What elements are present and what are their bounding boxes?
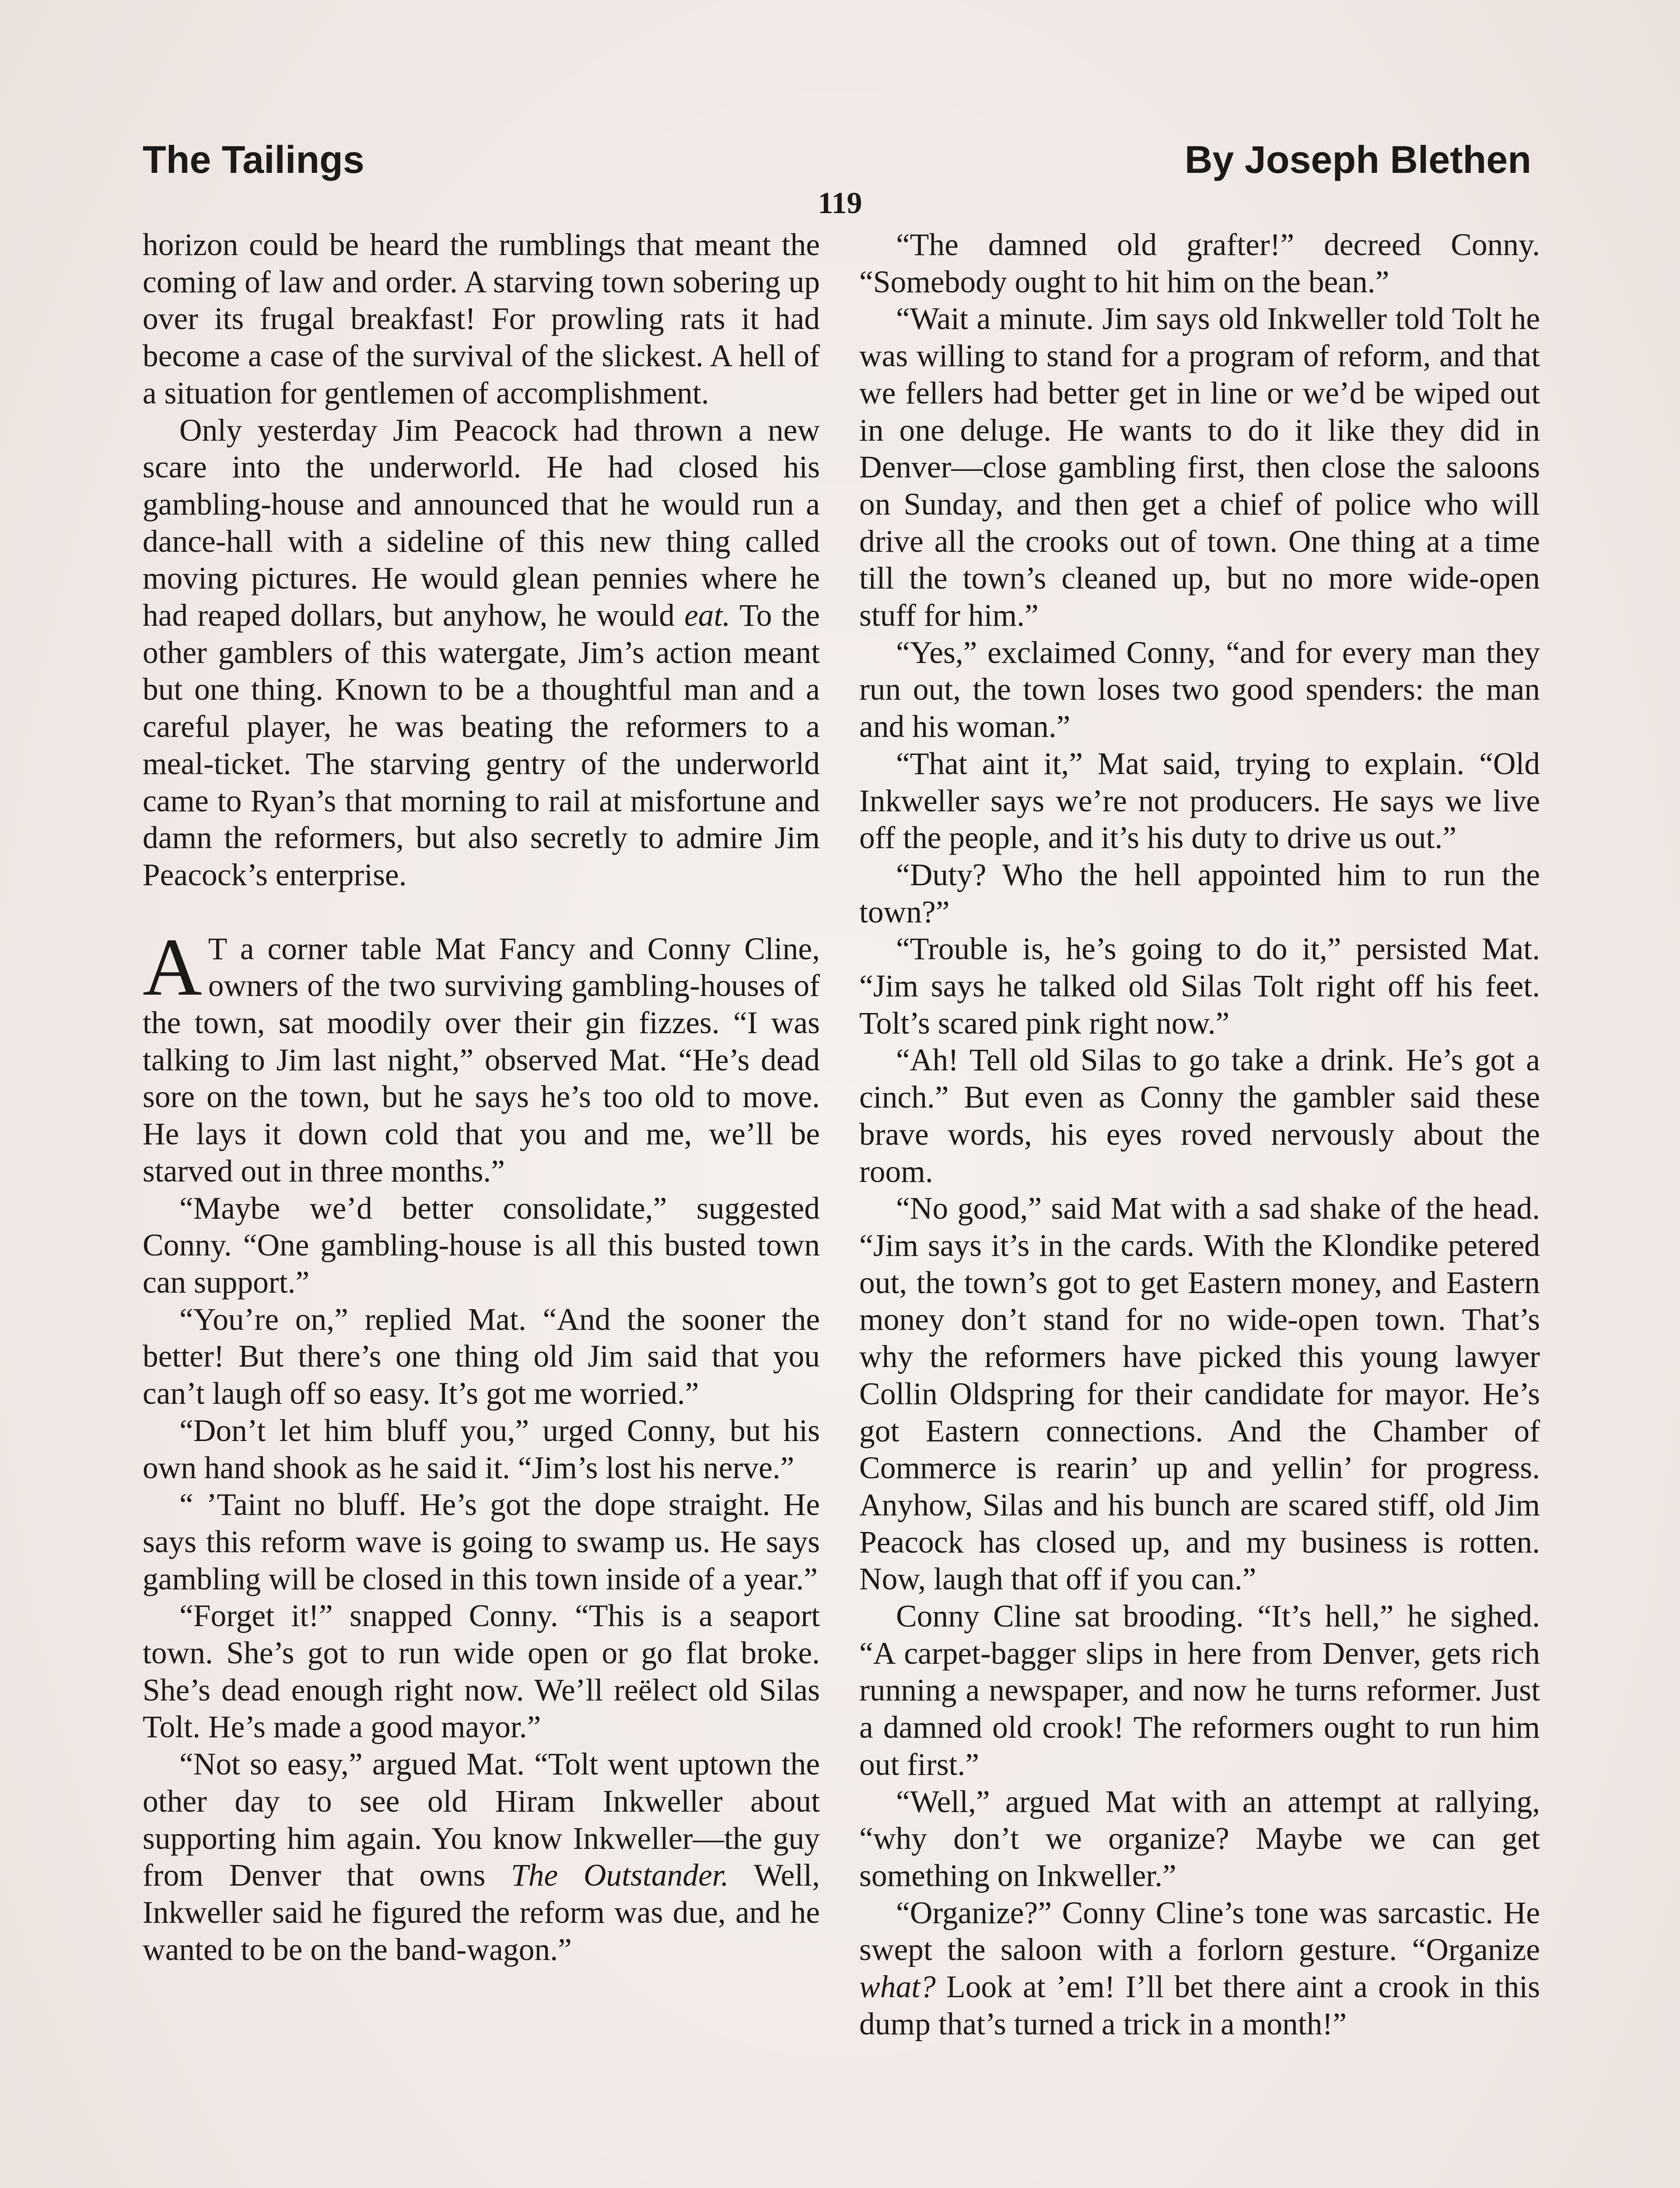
story-title: The Tailings (143, 138, 364, 181)
running-header (143, 131, 1531, 188)
page-number: 119 (818, 186, 862, 220)
author-byline: By Joseph Blethen (1184, 138, 1531, 181)
paragraph: “Not so easy,” argued Mat. “Tolt went uptown the other day to see old Hiram Inkweller about supporting him again. You know Inkweller—the guy from Denver that owns The Outstander. Well, Inkweller said he figured the reform was due, and he wanted to be on the band-wagon.” (143, 1747, 820, 1967)
section-opening-paragraph: A T a corner table Mat Fancy and Conny Cline, owners of the two surviving gambling-houses of the town, sat moodily over their gin fizzes. “I was talking to Jim last night,” observed Mat. “He’s dead sore on the town, but he says he’s too old to move. He lays it down cold that you and me, we’ll be starved out in three months.” (143, 921, 820, 1189)
drop-cap: A (143, 921, 202, 1013)
paragraph: “Yes,” exclaimed Conny, “and for every man they run out, the town loses two good spenders: the man and his woman.” (859, 635, 1540, 744)
paragraph: “Organize?” Conny Cline’s tone was sarcastic. He swept the saloon with a forlorn gesture. “Organize what? Look at ’em! I’ll bet there aint a crook in this dump that’s turned a trick in a month!” (859, 1895, 1540, 2041)
right-column (859, 227, 1540, 2043)
paragraph: “Wait a minute. Jim says old Inkweller told Tolt he was willing to stand for a program of reform, and that we fellers had better get in line or we’d be wiped out in one deluge. He wants to do it like they did in Denver—close gambling first, then close the saloons on Sunday, and then get a chief of police who will drive all the crooks out of town. One thing at a time till the town’s cleaned up, but no more wide-open stuff for him.” (859, 302, 1540, 633)
paragraph: Only yesterday Jim Peacock had thrown a new scare into the underworld. He had closed his gambling-house and announced that he would run a dance-hall with a sideline of this new thing called moving pictures. He would glean pennies where he had reaped dollars, but anyhow, he would eat. To the other gamblers of this watergate, Jim’s action meant but one thing. Known to be a thoughtful man and a careful player, he was beating the reformers to a meal-ticket. The starving gentry of the underworld came to Ryan’s that morning to rail at misfortune and damn the reformers, but also secretly to admire Jim Peacock’s enterprise. (143, 413, 820, 892)
paragraph: “Ah! Tell old Silas to go take a drink. He’s got a cinch.” But even as Conny the gambler said these brave words, his eyes roved nervously about the room. (859, 1043, 1540, 1189)
paragraph: “No good,” said Mat with a sad shake of the head. “Jim says it’s in the cards. With the Klondike petered out, the town’s got to get Eastern money, and Eastern money don’t stand for no wide-open town. That’s why the reformers have picked this young lawyer Collin Oldspring for their candidate for mayor. He’s got Eastern connections. And the Chamber of Commerce is rearin’ up and yellin’ for progress. Anyhow, Silas and his bunch are scared stiff, old Jim Peacock has closed up, and my business is rotten. Now, laugh that off if you can.” (859, 1191, 1540, 1597)
paragraph: “That aint it,” Mat said, trying to explain. “Old Inkweller says we’re not producers. He says we live off the people, and it’s his duty to drive us out.” (859, 746, 1540, 856)
paragraph: Conny Cline sat brooding. “It’s hell,” he sighed. “A carpet-bagger slips in here from Denver, gets rich running a newspaper, and now he turns reformer. Just a damned old crook! The reformers ought to run him out first.” (859, 1599, 1540, 1782)
paragraph: “The damned old grafter!” decreed Conny. “Somebody ought to hit him on the bean.” (859, 228, 1540, 299)
paragraph: “ ’Taint no bluff. He’s got the dope straight. He says this reform wave is going to swamp us. He says gambling will be closed in this town inside of a year.” (143, 1487, 820, 1596)
paragraph: “You’re on,” replied Mat. “And the sooner the better! But there’s one thing old Jim said that you can’t laugh off so easy. It’s got me worried.” (143, 1302, 820, 1411)
paragraph: “Duty? Who the hell appointed him to run the town?” (859, 857, 1540, 929)
paragraph: “Trouble is, he’s going to do it,” persisted Mat. “Jim says he talked old Silas Tolt right off his feet. Tolt’s scared pink right now.” (859, 932, 1540, 1041)
paragraph: “Don’t let him bluff you,” urged Conny, but his own hand shook as he said it. “Jim’s lost his nerve.” (143, 1413, 820, 1485)
paragraph: horizon could be heard the rumblings that meant the coming of law and order. A starving town sobering up over its frugal breakfast! For prowling rats it had become a case of the survival of the slickest. A hell of a situation for gentlemen of accomplishment. (143, 228, 820, 410)
left-column (143, 227, 820, 1968)
paragraph: “Well,” argued Mat with an attempt at rallying, “why don’t we organize? Maybe we can get something on Inkweller.” (859, 1784, 1540, 1893)
paragraph: “Maybe we’d better consolidate,” suggested Conny. “One gambling-house is all this busted town can support.” (143, 1191, 820, 1300)
paragraph: “Forget it!” snapped Conny. “This is a seaport town. She’s got to run wide open or go flat broke. She’s dead enough right now. We’ll reëlect old Silas Tolt. He’s made a good mayor.” (143, 1599, 820, 1745)
